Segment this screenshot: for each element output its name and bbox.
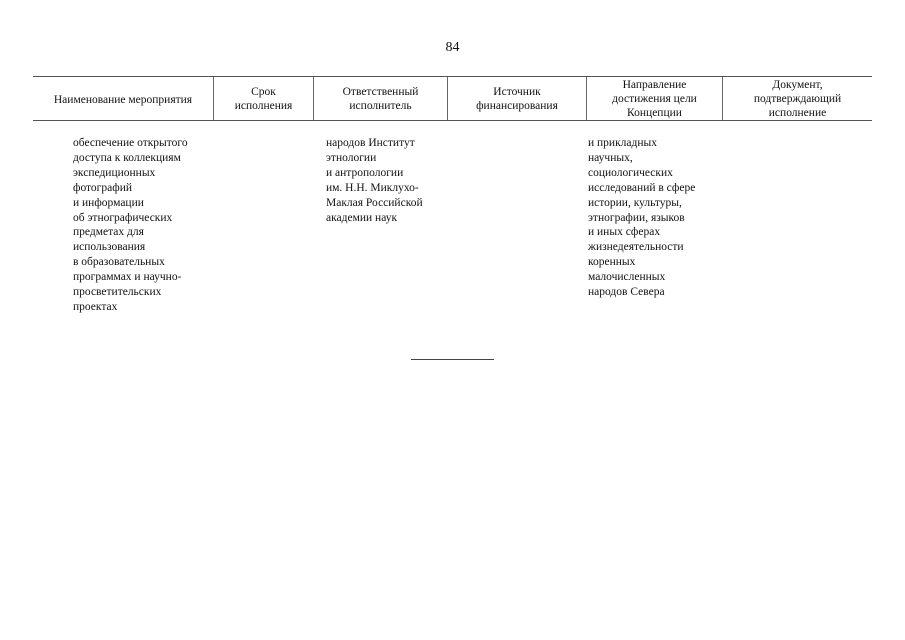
- table-header: [33, 76, 872, 121]
- table-cell-responsible: народов Институт этнологии и антропологии им. Н.Н. Миклухо- Маклая Российской академии наук: [326, 137, 423, 224]
- header-cell-goal-direction: Направление достижения цели Концепции: [587, 77, 723, 120]
- table-cell-direction: и прикладных научных, социологических исследований в сфере истории, культуры, этнографии, языков и иных сферах жизнедеятельности коренных малочисленных народов Севера: [588, 137, 696, 299]
- end-of-section-rule: [411, 359, 494, 360]
- header-cell-funding-source: Источник финансирования: [448, 77, 587, 120]
- table-cell-event: обеспечение открытого доступа к коллекциям экспедиционных фотографий и информации об этнографических предметах для использования в образовательных программах и научно- просветительских проектах: [73, 137, 188, 313]
- page-number: 84: [445, 40, 460, 55]
- header-cell-confirming-document: Документ, подтверждающий исполнение: [753, 78, 842, 119]
- header-cell-event-name: Наименование мероприятия: [33, 77, 214, 120]
- header-cell-deadline: Срок исполнения: [214, 77, 314, 120]
- header-cell-responsible: Ответственный исполнитель: [314, 77, 448, 120]
